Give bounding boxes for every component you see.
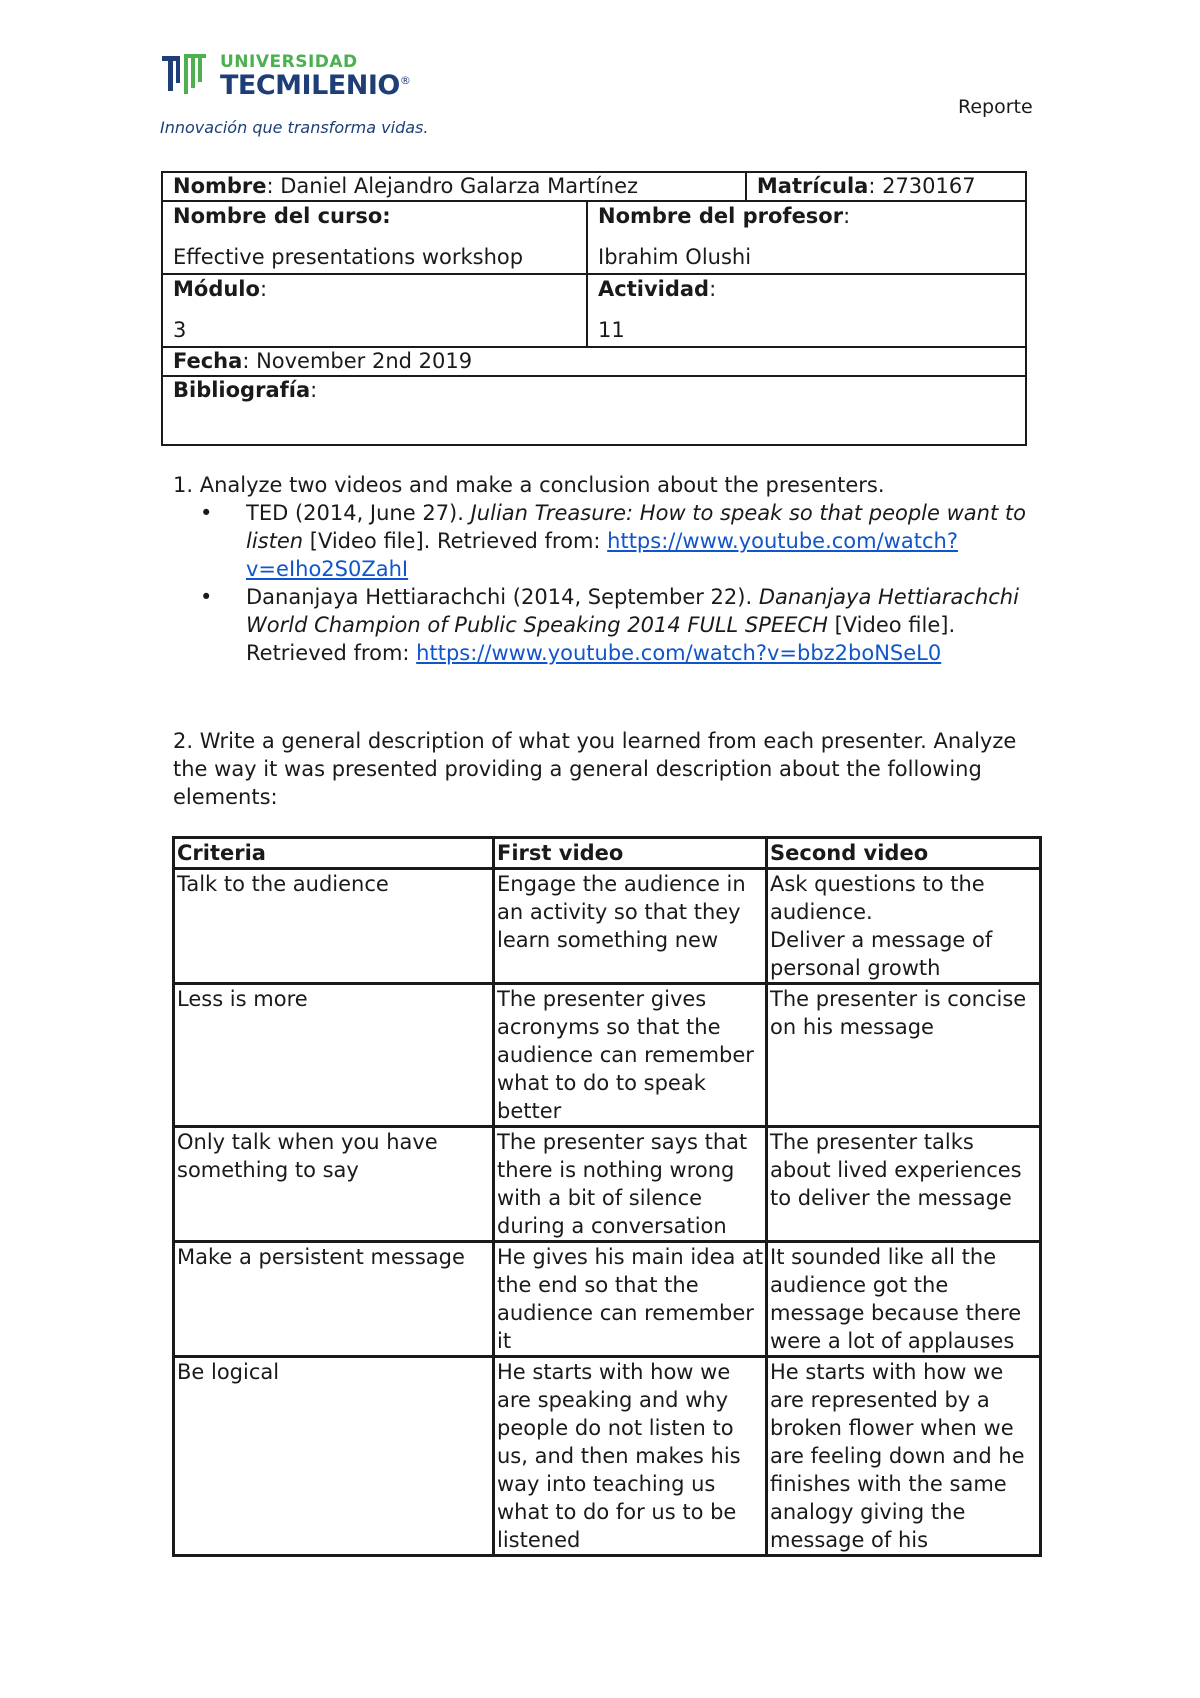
actividad-label: Actividad [598, 277, 710, 301]
nombre-cell [162, 172, 746, 201]
table-row [174, 869, 1041, 984]
list-item [200, 583, 1040, 667]
table-row [174, 1357, 1041, 1556]
curso-label: Nombre del curso: [173, 204, 391, 228]
reference-list [200, 499, 1040, 667]
profesor-label: Nombre del profesor [598, 204, 844, 228]
logo-main-text [220, 70, 410, 101]
curso-value: Effective presentations workshop [173, 245, 524, 269]
matricula-value: : 2730167 [868, 174, 976, 198]
first-video-cell: He gives his main idea at the end so that the audience can remember it [494, 1242, 767, 1357]
report-label: Reporte [958, 96, 1033, 118]
modulo-cell [162, 274, 587, 347]
bullet-icon: • [200, 585, 213, 609]
profesor-value: Ibrahim Olushi [598, 245, 752, 269]
logo-registered-mark: ® [399, 74, 411, 87]
second-video-cell: The presenter is concise on his message [767, 984, 1041, 1127]
criteria-cell: Only talk when you have something to say [174, 1127, 494, 1242]
first-video-cell: The presenter gives acronyms so that the audience can remember what to do to speak better [494, 984, 767, 1127]
second-video-cell: The presenter talks about lived experiences to deliver the message [767, 1127, 1041, 1242]
bibliografia-colon: : [310, 378, 318, 402]
criteria-cell: Talk to the audience [174, 869, 494, 984]
criteria-cell: Be logical [174, 1357, 494, 1556]
criteria-table [172, 836, 1042, 1557]
actividad-value: 11 [598, 318, 625, 342]
logo-main-word: TECMILENIO [220, 70, 400, 101]
logo-top-text: UNIVERSIDAD [220, 52, 358, 72]
reference-link[interactable]: https://www.youtube.com/watch?v=bbz2boNSeL0 [416, 641, 942, 665]
actividad-colon: : [709, 277, 717, 301]
bibliografia-label: Bibliografía [173, 378, 311, 402]
matricula-cell [746, 172, 1026, 201]
reference-desc: [Video file]. Retrieved from: [246, 613, 956, 665]
column-header: First video [494, 838, 767, 869]
bullet-icon: • [200, 501, 213, 525]
nombre-value: : Daniel Alejandro Galarza Martínez [266, 174, 639, 198]
curso-cell [162, 201, 587, 274]
first-video-cell: He starts with how we are speaking and why people do not listen to us, and then makes his way into teaching us what to do for us to be listened [494, 1357, 767, 1556]
fecha-label: Fecha [173, 349, 243, 373]
second-video-cell: He starts with how we are represented by a broken flower when we are feeling down and he finishes with the same analogy giving the message of his [767, 1357, 1041, 1556]
table-header-row [174, 838, 1041, 869]
student-info-table [161, 171, 1027, 446]
matricula-label: Matrícula [756, 174, 869, 198]
tecmilenio-logo-mark-icon [160, 52, 212, 102]
table-row [174, 984, 1041, 1127]
table-row [162, 201, 1026, 274]
logo-tagline: Innovación que transforma vidas. [160, 118, 429, 137]
actividad-cell [587, 274, 1026, 347]
bibliografia-cell [162, 376, 1026, 445]
reference-title: Julian Treasure: How to speak so that people want to listen [246, 501, 1026, 553]
criteria-cell: Make a persistent message [174, 1242, 494, 1357]
second-video-cell: Ask questions to the audience. Deliver a message of personal growth [767, 869, 1041, 984]
fecha-value: : November 2nd 2019 [242, 349, 473, 373]
modulo-colon: : [259, 277, 268, 301]
table-row [174, 1127, 1041, 1242]
reference-author: TED (2014, June 27). [246, 501, 471, 525]
column-header: Criteria [174, 838, 494, 869]
question-2: 2. Write a general description of what you learned from each presenter. Analyze the way it was presented providing a general description about the following elements: [173, 729, 1017, 809]
table-row [174, 1242, 1041, 1357]
modulo-value: 3 [173, 318, 187, 342]
second-video-cell: It sounded like all the audience got the message because there were a lot of applauses [767, 1242, 1041, 1357]
reference-desc: [Video file]. Retrieved from: [303, 529, 608, 553]
fecha-cell [162, 347, 1026, 376]
column-header: Second video [767, 838, 1041, 869]
nombre-label: Nombre [173, 174, 267, 198]
criteria-cell: Less is more [174, 984, 494, 1127]
table-row [162, 347, 1026, 376]
profesor-colon: : [843, 204, 851, 228]
first-video-cell: The presenter says that there is nothing wrong with a bit of silence during a conversation [494, 1127, 767, 1242]
profesor-cell [587, 201, 1026, 274]
table-row [162, 172, 1026, 201]
list-item [200, 499, 1040, 583]
reference-link[interactable]: https://www.youtube.com/watch?v=eIho2S0ZahI [246, 529, 958, 581]
modulo-label: Módulo [173, 277, 260, 301]
table-row [162, 376, 1026, 445]
university-logo [160, 50, 460, 140]
table-row [162, 274, 1026, 347]
first-video-cell: Engage the audience in an activity so that they learn something new [494, 869, 767, 984]
reference-title: Dananjaya Hettiarachchi World Champion of Public Speaking 2014 FULL SPEECH [246, 585, 1019, 637]
reference-author: Dananjaya Hettiarachchi (2014, September 22). [246, 585, 759, 609]
question-1: 1. Analyze two videos and make a conclusion about the presenters. [173, 473, 885, 497]
